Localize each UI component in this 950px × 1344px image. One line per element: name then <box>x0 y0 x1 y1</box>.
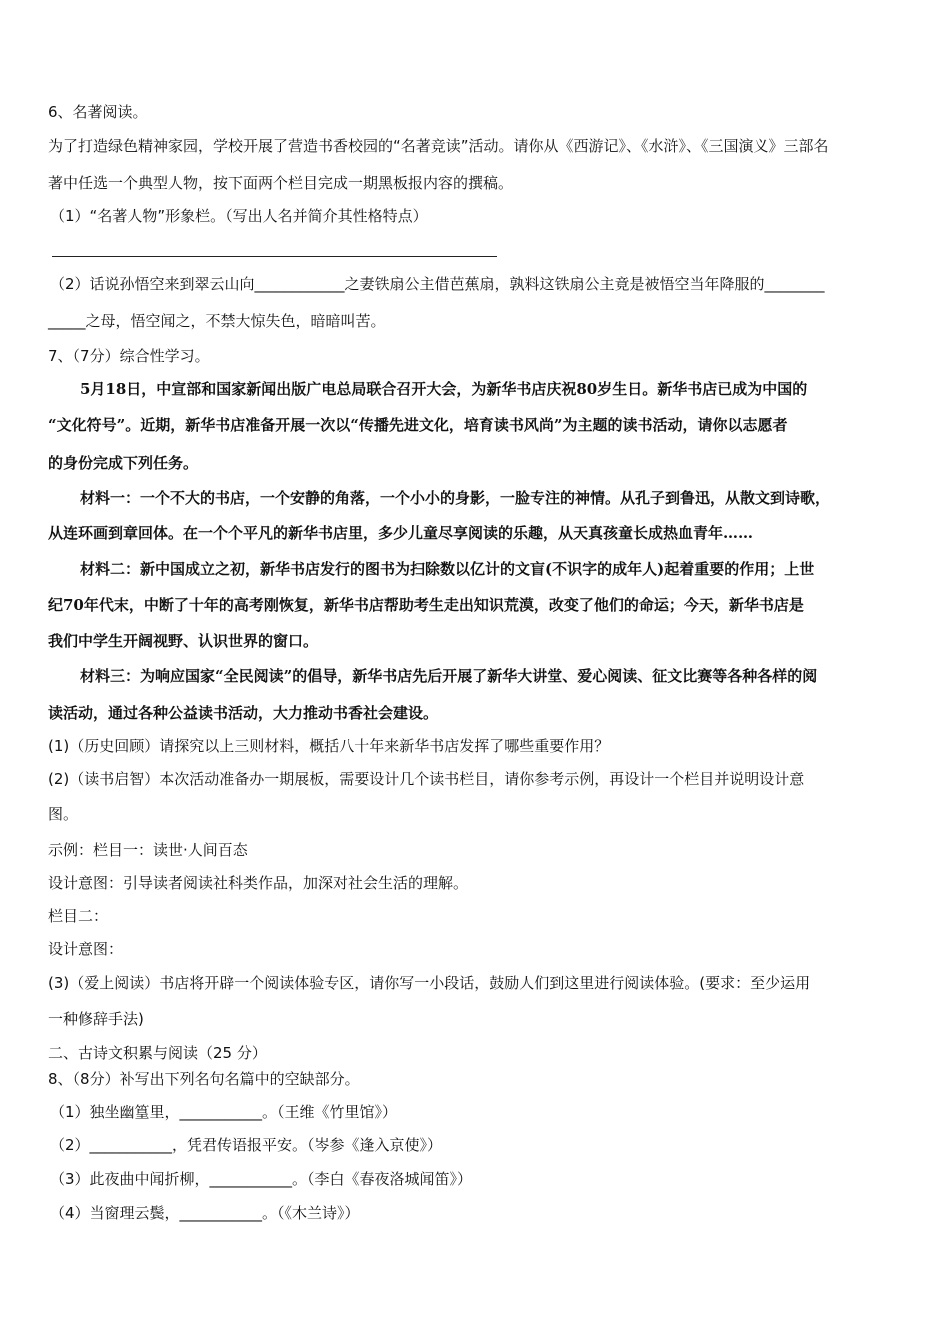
q7-passage-line2: “文化符号”。近期，新华书店准备开展一次以“传播先进文化，培育读书风尚”为主题的读书活动，请你以志愿者 <box>48 416 788 434</box>
q6-item2-line1: （2）话说孙悟空来到翠云山向____________之妻铁扇公主借芭蕉扇，孰料这铁扇公主竟是被悟空当年降服的________ <box>50 275 825 293</box>
q7-sub2-line1: (2)（读书启智）本次活动准备办一期展板，需要设计几个读书栏目，请你参考示例，再设计一个栏目并说明设计意 <box>48 770 805 788</box>
q7-title: 7、（7分）综合性学习。 <box>48 347 210 365</box>
q8-item3: （3）此夜曲中闻折柳，___________。（李白《春夜洛城闻笛》） <box>50 1170 473 1188</box>
q6-intro-line2: 著中任选一个典型人物，按下面两个栏目完成一期黑板报内容的撰稿。 <box>48 174 514 192</box>
q6-answer-line <box>52 256 497 257</box>
q8-item4: （4）当窗理云鬓，___________。（《木兰诗》） <box>50 1204 360 1222</box>
q7-material2-line3: 我们中学生开阔视野、认识世界的窗口。 <box>48 632 319 650</box>
q7-material3-line1: 材料三：为响应国家“全民阅读”的倡导，新华书店先后开展了新华大讲堂、爱心阅读、征文比赛等各种各样的阅 <box>80 667 818 685</box>
q6-item2-line2: _____之母，悟空闻之，不禁大惊失色，暗暗叫苦。 <box>48 312 386 330</box>
q7-sub2-line2: 图。 <box>48 805 79 823</box>
q8-item2: （2）___________，凭君传语报平安。（岑参《逢入京使》） <box>50 1136 443 1154</box>
q7-design-intent: 设计意图：引导读者阅读社科类作品，加深对社会生活的理解。 <box>48 874 469 892</box>
q7-sub1: (1)（历史回顾）请探究以上三则材料，概括八十年来新华书店发挥了哪些重要作用？ <box>48 737 610 755</box>
q7-passage-line3: 的身份完成下列任务。 <box>48 454 199 472</box>
q6-title: 6、名著阅读。 <box>48 103 148 121</box>
section2-heading: 二、古诗文积累与阅读（25 分） <box>48 1044 267 1062</box>
q7-material3-line2: 读活动，通过各种公益读书活动，大力推动书香社会建设。 <box>48 704 439 722</box>
q7-column2: 栏目二： <box>48 907 109 925</box>
q7-sub3-line1: (3)（爱上阅读）书店将开辟一个阅读体验专区，请你写一小段话，鼓励人们到这里进行阅读体验。(要求：至少运用 <box>48 974 811 992</box>
q6-item1: （1）“名著人物”形象栏。（写出人名并简介其性格特点） <box>50 207 428 225</box>
q8-item1: （1）独坐幽篁里，___________。（王维《竹里馆》） <box>50 1103 398 1121</box>
q7-material2-line2: 纪70年代末，中断了十年的高考刚恢复，新华书店帮助考生走出知识荒漠，改变了他们的命运；今天，新华书店是 <box>48 596 804 614</box>
q7-sub3-line2: 一种修辞手法) <box>48 1010 144 1028</box>
q7-material1-line1: 材料一：一个不大的书店，一个安静的角落，一个小小的身影，一脸专注的神情。从孔子到鲁迅，从散文到诗歌， <box>80 489 831 507</box>
q7-passage-line1: 5月18日，中宣部和国家新闻出版广电总局联合召开大会，为新华书店庆祝80岁生日。新华书店已成为中国的 <box>80 380 808 398</box>
q7-material2-line1: 材料二：新中国成立之初，新华书店发行的图书为扫除数以亿计的文盲(不识字的成年人)起着重要的作用；上世 <box>80 560 815 578</box>
q8-title: 8、（8分）补写出下列名句名篇中的空缺部分。 <box>48 1070 360 1088</box>
q7-material1-line2: 从连环画到章回体。在一个个平凡的新华书店里，多少儿童尽享阅读的乐趣，从天真孩童长成热血青年…… <box>48 524 754 542</box>
q6-intro-line1: 为了打造绿色精神家园，学校开展了营造书香校园的“名著竞读”活动。请你从《西游记》、《水浒》、《三国演义》三部名 <box>48 137 829 155</box>
q7-design-intent2: 设计意图： <box>48 940 124 958</box>
q7-example: 示例：栏目一：读世·人间百态 <box>48 841 248 859</box>
